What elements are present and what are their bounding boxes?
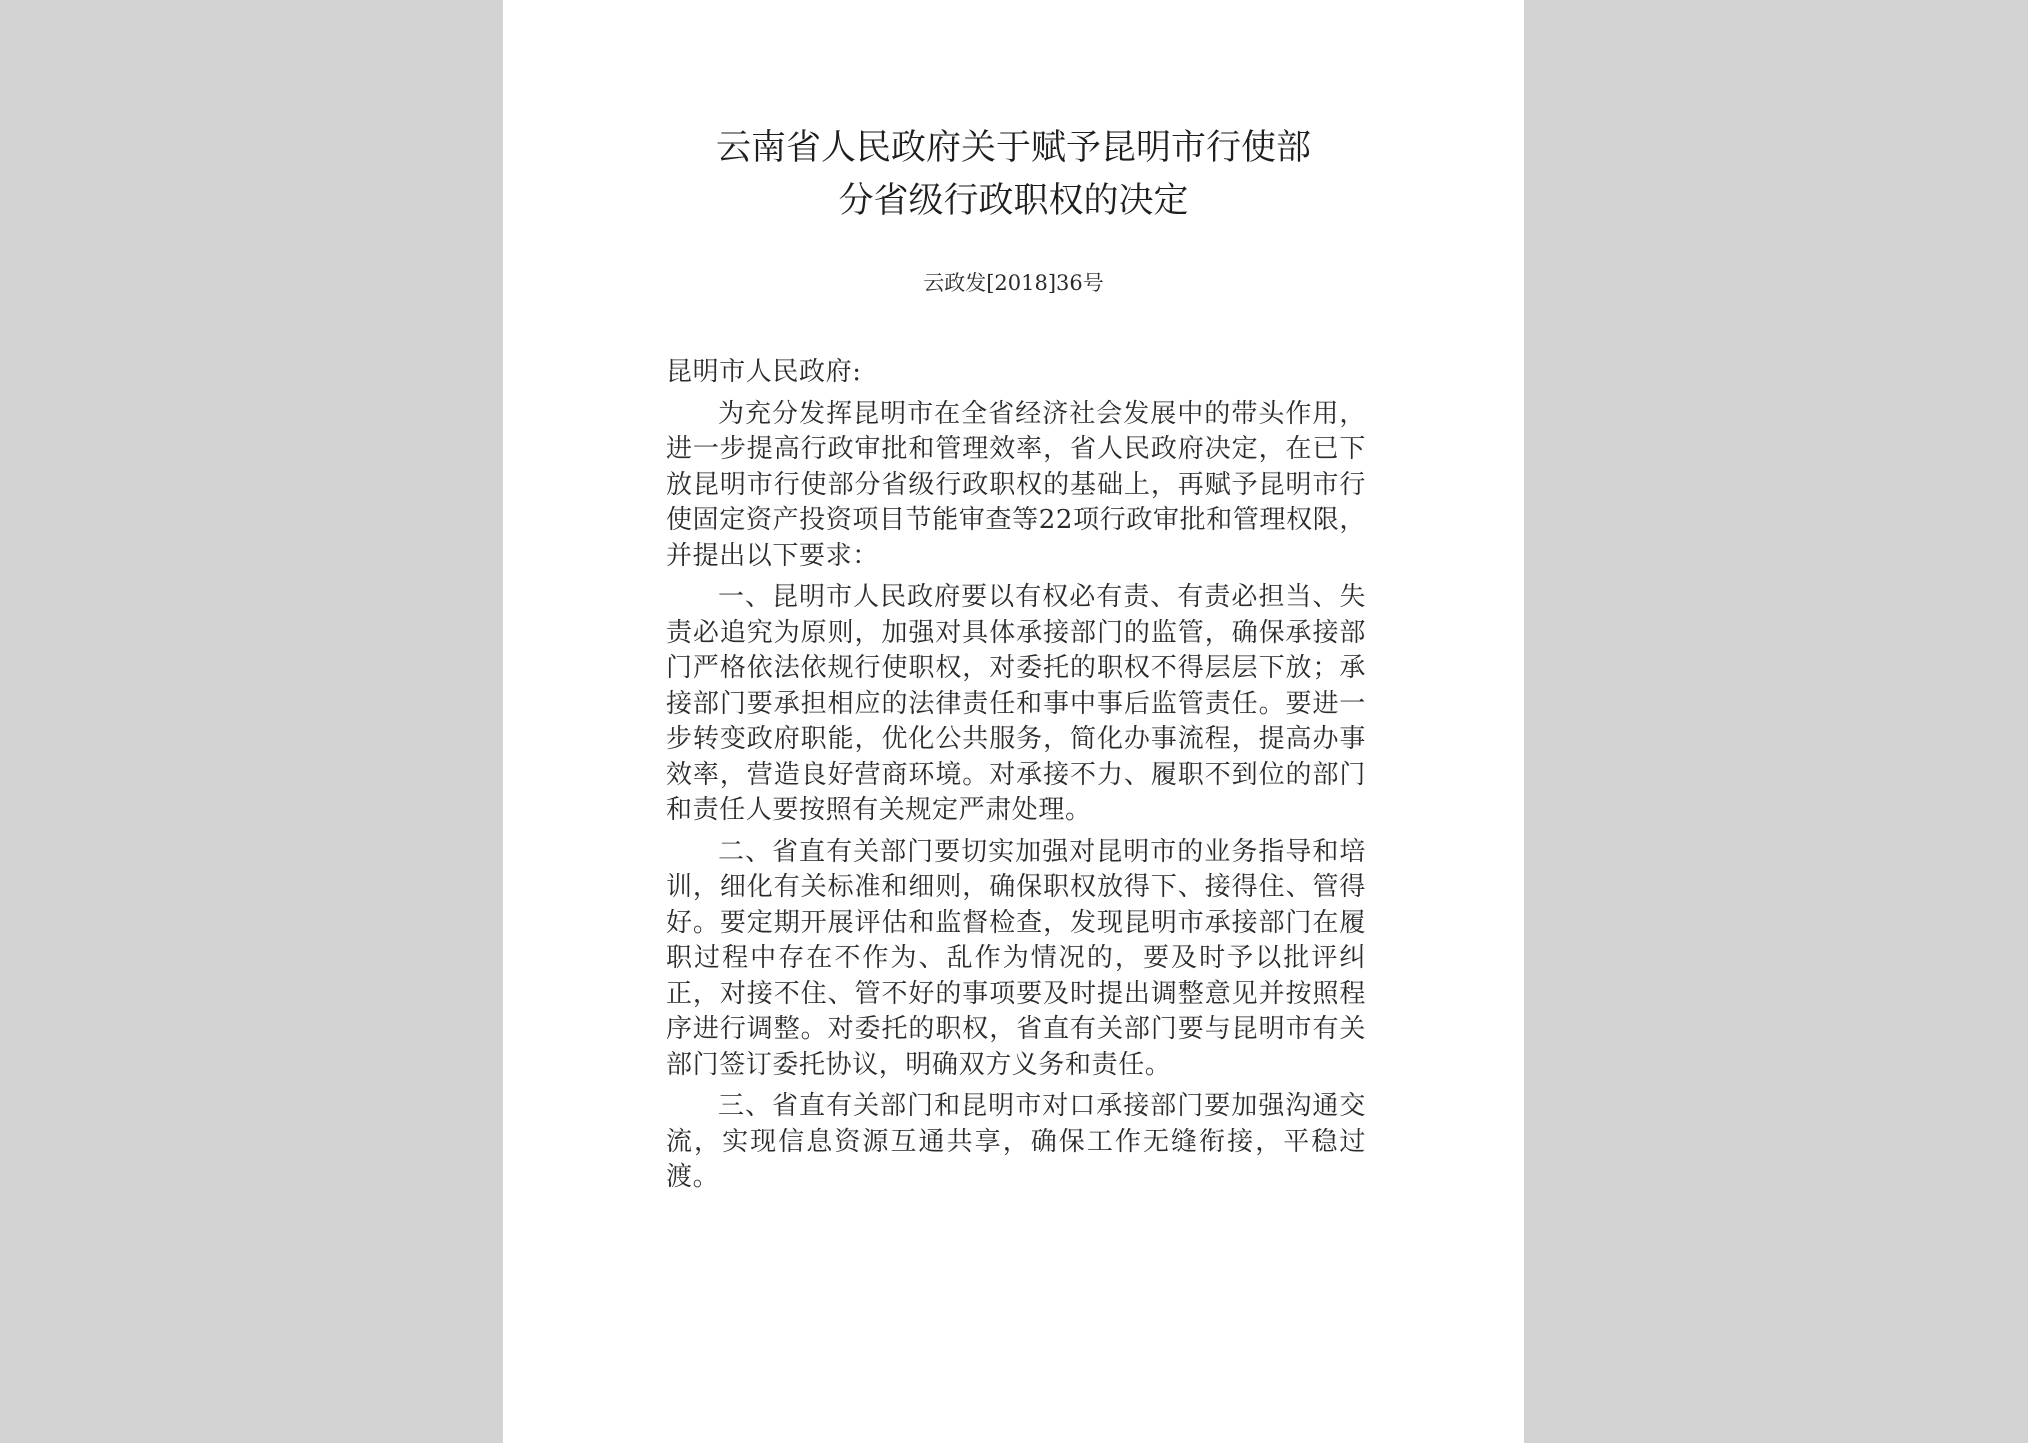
paragraph-item-3: 三、省直有关部门和昆明市对口承接部门要加强沟通交流，实现信息资源互通共享，确保工作无缝衔接，平稳过渡。	[666, 1091, 1366, 1192]
document-number: 云政发[2018]36号	[923, 271, 1104, 295]
paragraph-item-2: 二、省直有关部门要切实加强对昆明市的业务指导和培训，细化有关标准和细则，确保职权放得下、接得住、管得好。要定期开展评估和监督检查，发现昆明市承接部门在履职过程中存在不作为、乱作为情况的，要及时予以批评纠正，对接不住、管不好的事项要及时提出调整意见并按照程序进行调整。对委托的职权，省直有关部门要与昆明市有关部门签订委托协议，明确双方义务和责任。	[666, 836, 1366, 1080]
paragraph-intro: 为充分发挥昆明市在全省经济社会发展中的带头作用，进一步提高行政审批和管理效率，省人民政府决定，在已下放昆明市行使部分省级行政职权的基础上，再赋予昆明市行使固定资产投资项目节能审查等22项行政审批和管理权限，并提出以下要求：	[666, 398, 1366, 571]
document-title-line-1: 云南省人民政府关于赋予昆明市行使部	[715, 128, 1311, 168]
document-body	[666, 355, 1366, 1202]
document-title	[503, 122, 1524, 228]
document-title-line-2: 分省级行政职权的决定	[838, 181, 1189, 221]
paragraph-item-1: 一、昆明市人民政府要以有权必有责、有责必担当、失责必追究为原则，加强对具体承接部门的监管，确保承接部门严格依法依规行使职权，对委托的职权不得层层下放；承接部门要承担相应的法律责任和事中事后监管责任。要进一步转变政府职能，优化公共服务，简化办事流程，提高办事效率，营造良好营商环境。对承接不力、履职不到位的部门和责任人要按照有关规定严肃处理。	[666, 582, 1366, 825]
document-page	[503, 0, 1524, 1443]
salutation: 昆明市人民政府:	[666, 357, 862, 387]
